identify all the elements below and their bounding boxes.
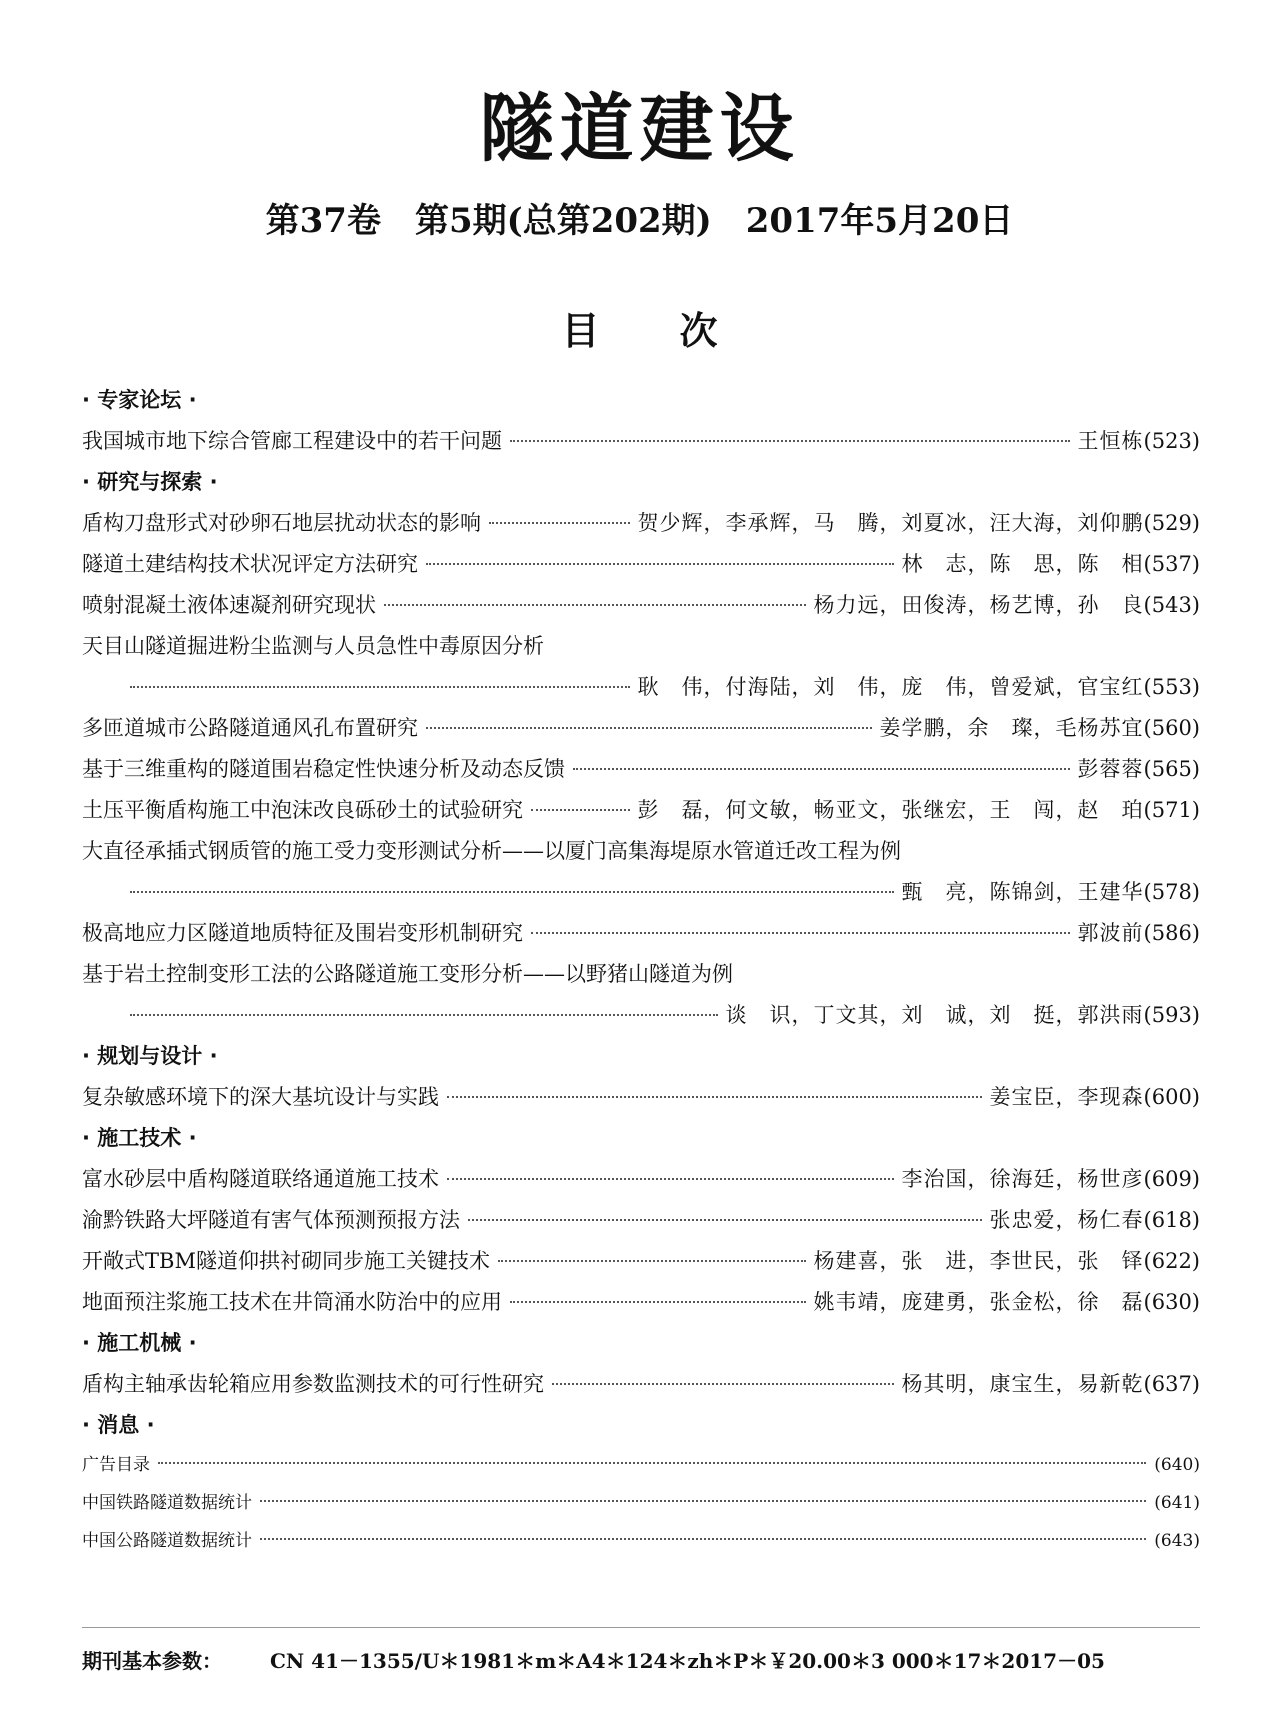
toc-entry[interactable] [82, 1364, 1200, 1405]
article-title: 复杂敏感环境下的深大基坑设计与实践 [82, 1085, 439, 1109]
article-title: 盾构主轴承齿轮箱应用参数监测技术的可行性研究 [82, 1372, 544, 1396]
article-title: 极高地应力区隧道地质特征及围岩变形机制研究 [82, 921, 523, 945]
article-authors: 贺少辉，李承辉，马 腾，刘夏冰，汪大海，刘仰鹏 [637, 511, 1144, 535]
dot-leader [158, 1462, 1146, 1464]
page-number: (600) [1143, 1085, 1200, 1109]
article-title: 渝黔铁路大坪隧道有害气体预测预报方法 [82, 1208, 460, 1232]
article-authors: 姚韦靖，庞建勇，张金松，徐 磊 [813, 1290, 1144, 1314]
toc-entry[interactable] [82, 1484, 1200, 1522]
dot-leader [130, 1014, 718, 1016]
article-title[interactable]: 天目山隧道掘进粉尘监测与人员急性中毒原因分析 [82, 634, 544, 658]
page-number: (565) [1143, 757, 1200, 781]
dot-leader [510, 1301, 806, 1303]
page-number: (537) [1143, 552, 1200, 576]
dot-leader [447, 1096, 982, 1098]
dot-leader [130, 686, 630, 688]
article-byline[interactable] [82, 872, 1200, 913]
page-number: (586) [1143, 921, 1200, 945]
dot-leader [531, 809, 630, 811]
page-number: (641) [1154, 1493, 1200, 1513]
page-number: (571) [1143, 798, 1200, 822]
toc-entry[interactable] [82, 1241, 1200, 1282]
parameters-label: 期刊基本参数： [82, 1649, 222, 1673]
section-heading: · 施工机械 · [82, 1331, 197, 1355]
dot-leader [426, 727, 872, 729]
page-number: (609) [1143, 1167, 1200, 1191]
page-number: (593) [1143, 1003, 1200, 1027]
toc-entry[interactable] [82, 503, 1200, 544]
parameters-value: CN 41－1355/U＊1981＊m＊A4＊124＊zh＊P＊￥20.00＊3 000＊17＊2017－05 [270, 1649, 1105, 1673]
article-title: 地面预注浆施工技术在井筒涌水防治中的应用 [82, 1290, 502, 1314]
dot-leader [426, 563, 894, 565]
dot-leader [489, 522, 630, 524]
article-authors: 姜宝臣，李现森 [989, 1085, 1144, 1109]
article-title: 喷射混凝土液体速凝剂研究现状 [82, 593, 376, 617]
page-number: (529) [1143, 511, 1200, 535]
dot-leader [498, 1260, 806, 1262]
toc-entry[interactable] [82, 1446, 1200, 1484]
page-number: (637) [1143, 1372, 1200, 1396]
toc-entry[interactable] [82, 749, 1200, 790]
page-number: (640) [1154, 1455, 1200, 1475]
article-authors: 林 志，陈 思，陈 相 [901, 552, 1144, 576]
toc-entry[interactable] [82, 585, 1200, 626]
dot-leader [531, 932, 1070, 934]
article-title: 富水砂层中盾构隧道联络通道施工技术 [82, 1167, 439, 1191]
article-title: 我国城市地下综合管廊工程建设中的若干问题 [82, 429, 502, 453]
article-title: 开敞式TBM隧道仰拱衬砌同步施工关键技术 [82, 1249, 490, 1273]
article-authors: 谈 识，丁文其，刘 诚，刘 挺，郭洪雨 [725, 1003, 1144, 1027]
page-number: (643) [1154, 1531, 1200, 1551]
table-of-contents [82, 380, 1200, 1560]
journal-parameters [82, 1645, 1200, 1674]
article-title: 广告目录 [82, 1455, 150, 1475]
dot-leader [260, 1538, 1146, 1540]
article-authors: 张忠爱，杨仁春 [989, 1208, 1144, 1232]
toc-entry[interactable] [82, 1159, 1200, 1200]
article-authors: 杨建喜，张 进，李世民，张 铎 [813, 1249, 1144, 1273]
article-title: 土压平衡盾构施工中泡沫改良砾砂土的试验研究 [82, 798, 523, 822]
page-number: (543) [1143, 593, 1200, 617]
dot-leader [260, 1500, 1146, 1502]
section-heading: · 规划与设计 · [82, 1044, 218, 1068]
section-heading: · 施工技术 · [82, 1126, 197, 1150]
article-title[interactable]: 基于岩土控制变形工法的公路隧道施工变形分析——以野猪山隧道为例 [82, 962, 733, 986]
dot-leader [468, 1219, 982, 1221]
article-title: 多匝道城市公路隧道通风孔布置研究 [82, 716, 418, 740]
page-number: (618) [1143, 1208, 1200, 1232]
dot-leader [573, 768, 1070, 770]
dot-leader [384, 604, 806, 606]
article-authors: 杨其明，康宝生，易新乾 [901, 1372, 1144, 1396]
toc-entry[interactable] [82, 1200, 1200, 1241]
article-title: 中国铁路隧道数据统计 [82, 1493, 252, 1513]
section-heading: · 研究与探索 · [82, 470, 218, 494]
toc-entry[interactable] [82, 421, 1200, 462]
page-number: (578) [1143, 880, 1200, 904]
article-byline[interactable] [82, 667, 1200, 708]
toc-entry[interactable] [82, 708, 1200, 749]
issue-line: 第37卷 第5期(总第202期) 2017年5月20日 [265, 201, 1014, 241]
page-number: (560) [1143, 716, 1200, 740]
journal-masthead: 隧道建设 [479, 86, 800, 172]
article-authors: 李治国，徐海廷，杨世彦 [901, 1167, 1144, 1191]
article-authors: 彭 磊，何文敏，畅亚文，张继宏，王 闯，赵 珀 [637, 798, 1144, 822]
toc-entry[interactable] [82, 1282, 1200, 1323]
dot-leader [130, 891, 894, 893]
article-authors: 郭波前 [1077, 921, 1144, 945]
article-authors: 彭蓉蓉 [1077, 757, 1144, 781]
toc-entry[interactable] [82, 544, 1200, 585]
dot-leader [447, 1178, 894, 1180]
article-title: 基于三维重构的隧道围岩稳定性快速分析及动态反馈 [82, 757, 565, 781]
article-title: 中国公路隧道数据统计 [82, 1531, 252, 1551]
toc-entry[interactable] [82, 913, 1200, 954]
article-title: 盾构刀盘形式对砂卵石地层扰动状态的影响 [82, 511, 481, 535]
article-authors: 甄 亮，陈锦剑，王建华 [901, 880, 1144, 904]
toc-entry[interactable] [82, 1077, 1200, 1118]
article-authors: 杨力远，田俊涛，杨艺博，孙 良 [813, 593, 1144, 617]
section-heading: · 消息 · [82, 1413, 155, 1437]
article-title[interactable]: 大直径承插式钢质管的施工受力变形测试分析——以厦门高集海堤原水管道迁改工程为例 [82, 839, 901, 863]
article-title: 隧道土建结构技术状况评定方法研究 [82, 552, 418, 576]
dot-leader [510, 440, 1070, 442]
article-authors: 姜学鹏，余 璨，毛杨苏宜 [879, 716, 1144, 740]
page-number: (553) [1143, 675, 1200, 699]
footer-divider [82, 1627, 1200, 1628]
page-number: (622) [1143, 1249, 1200, 1273]
article-byline[interactable] [82, 995, 1200, 1036]
toc-entry[interactable] [82, 1522, 1200, 1560]
section-heading: · 专家论坛 · [82, 388, 197, 412]
article-authors: 耿 伟，付海陆，刘 伟，庞 伟，曾爱斌，官宝红 [637, 675, 1144, 699]
article-authors: 王恒栋 [1077, 429, 1144, 453]
page-number: (630) [1143, 1290, 1200, 1314]
toc-title: 目次 [561, 309, 798, 353]
toc-entry[interactable] [82, 790, 1200, 831]
dot-leader [552, 1383, 894, 1385]
page-number: (523) [1143, 429, 1200, 453]
